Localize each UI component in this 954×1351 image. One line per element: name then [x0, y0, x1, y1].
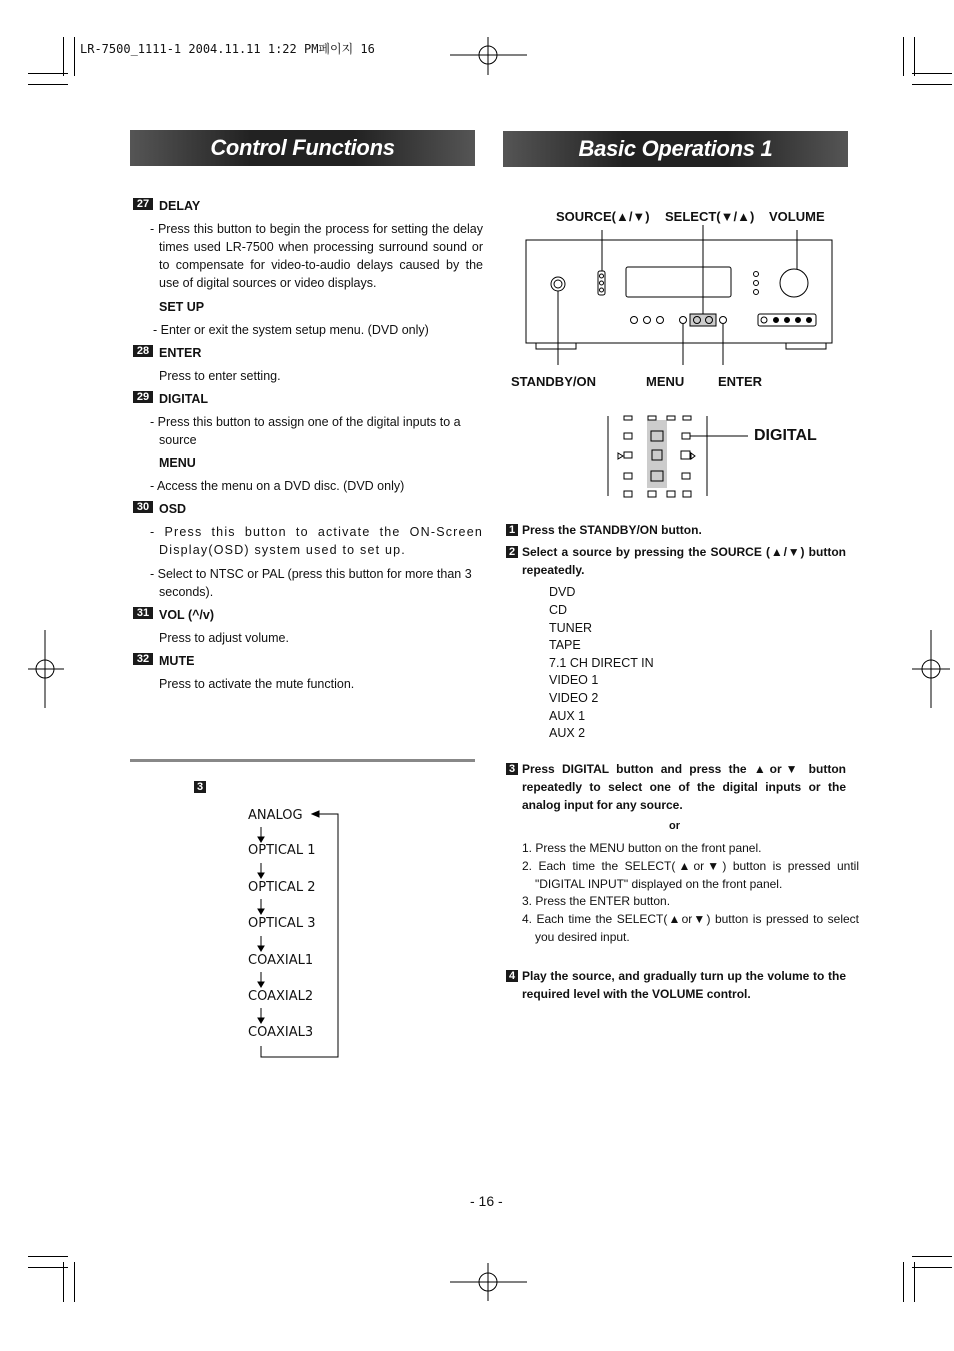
step-text: Press the STANDBY/ON button.: [522, 523, 702, 537]
enter-label: ENTER: [718, 374, 763, 389]
item-name: MUTE: [159, 654, 195, 668]
item-sub: SET UP: [159, 300, 205, 314]
source-list-item: VIDEO 2: [549, 691, 599, 705]
source-list-item: AUX 1: [549, 709, 586, 723]
item-desc2: - Select to NTSC or PAL (press this button for more than 3 seconds).: [150, 567, 472, 599]
print-header: LR-7500_1111-1 2004.11.11 1:22 PM페이지 16: [80, 42, 375, 56]
item-number: 27: [133, 198, 153, 210]
divider: [130, 759, 475, 762]
flow-item: COAXIAL2: [248, 989, 314, 1004]
source-list-item: TAPE: [549, 638, 581, 652]
step-text: Press DIGITAL button and press the ▲or▼ button repeatedly to select one of the digital inputs or the analog input for any source.: [522, 762, 846, 812]
substep: 2. Each time the SELECT(▲or▼) button is pressed until "DIGITAL INPUT" displayed on the front panel.: [522, 859, 859, 891]
item-desc: - Press this button to activate the ON-Screen Display(OSD) system used to set up.: [150, 525, 483, 557]
source-list-item: CD: [549, 603, 568, 617]
flow-item: COAXIAL3: [248, 1025, 314, 1040]
item-number: 28: [133, 345, 153, 357]
flow-arrows: [240, 805, 350, 1065]
or-text: or: [669, 820, 680, 832]
item-name: ENTER: [159, 346, 202, 360]
select-label: SELECT(▼/▲): [665, 209, 755, 224]
section-title: Basic Operations 1: [578, 136, 773, 161]
item-sub: MENU: [159, 456, 196, 470]
substep: 1. Press the MENU button on the front panel.: [522, 841, 762, 855]
section-title: Control Functions: [210, 135, 395, 160]
item-desc: - Press this button to assign one of the digital inputs to a source: [150, 415, 461, 447]
menu-label: MENU: [646, 374, 685, 389]
item-subdesc: - Access the menu on a DVD disc. (DVD only): [150, 479, 405, 493]
item-desc: - Press this button to begin the process for setting the delay times used LR-7500 when processing surround sound or to compensate for video-to-audio delays caused by the use of digital sources or video displays.: [150, 222, 483, 290]
item-name: DELAY: [159, 199, 201, 213]
item-number: 32: [133, 653, 153, 665]
item-name: DIGITAL: [159, 392, 209, 406]
step-text: Select a source by pressing the SOURCE (▲/▼) button repeatedly.: [522, 545, 846, 577]
flow-item: OPTICAL 1: [248, 843, 316, 858]
volume-label: VOLUME: [769, 209, 825, 224]
step-number: 4: [506, 970, 518, 982]
substep: 4. Each time the SELECT(▲or▼) button is pressed to select you desired input.: [522, 912, 859, 944]
source-list-item: AUX 2: [549, 726, 586, 740]
remote-detail: [600, 412, 760, 500]
page-number: - 16 -: [470, 1193, 503, 1209]
source-list-item: DVD: [549, 585, 576, 599]
item-name: OSD: [159, 502, 187, 516]
item-number: 31: [133, 607, 153, 619]
basic-operations-header: [503, 131, 848, 167]
flow-item: ANALOG: [248, 808, 303, 823]
item-name: VOL (^/v): [159, 608, 214, 622]
flow-item: OPTICAL 2: [248, 880, 316, 895]
control-functions-header: [130, 130, 475, 166]
item-number: 29: [133, 391, 153, 403]
item-desc: Press to activate the mute function.: [159, 677, 355, 691]
step-number: 2: [506, 546, 518, 558]
source-list-item: TUNER: [549, 621, 593, 635]
item-number: 30: [133, 501, 153, 513]
digital-label: DIGITAL: [754, 427, 817, 444]
step-number: 3: [194, 781, 206, 793]
flow-item: COAXIAL1: [248, 953, 314, 968]
item-desc: Press to adjust volume.: [159, 631, 289, 645]
item-desc: Press to enter setting.: [159, 369, 281, 383]
step-number: 3: [506, 763, 518, 775]
source-list-item: VIDEO 1: [549, 673, 599, 687]
receiver-front-panel: [500, 225, 850, 365]
standby-label: STANDBY/ON: [511, 374, 596, 389]
source-label: SOURCE(▲/▼): [556, 209, 650, 224]
item-subdesc: - Enter or exit the system setup menu. (DVD only): [153, 323, 429, 337]
substep: 3. Press the ENTER button.: [522, 894, 671, 908]
flow-item: OPTICAL 3: [248, 916, 316, 931]
source-list-item: 7.1 CH DIRECT IN: [549, 656, 654, 670]
step-text: Play the source, and gradually turn up the volume to the required level with the VOLUME control.: [522, 969, 846, 1001]
step-number: 1: [506, 524, 518, 536]
